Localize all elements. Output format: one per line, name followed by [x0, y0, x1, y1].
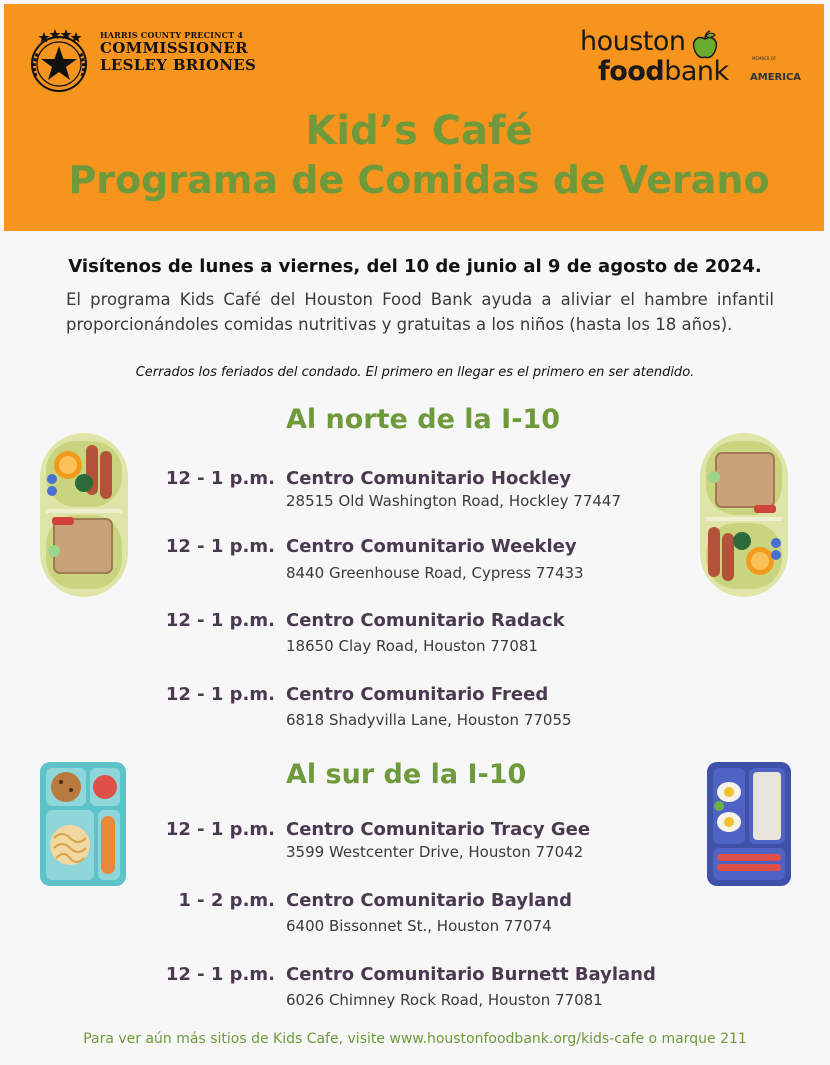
location-time: 1 - 2 p.m. [178, 890, 275, 911]
location-name: Centro Comunitario Bayland [286, 890, 572, 911]
visit-dates: Visítenos de lunes a viernes, del 10 de junio al 9 de agosto de 2024. [68, 256, 762, 277]
location-name: Centro Comunitario Hockley [286, 468, 572, 489]
lunchbox-pasta-icon [38, 760, 128, 888]
lunchbox-sandwich-icon [38, 431, 130, 599]
location-address: 3599 Westcenter Drive, Houston 77042 [286, 843, 584, 861]
location-name: Centro Comunitario Tracy Gee [286, 819, 591, 840]
location-address: 6400 Bissonnet St., Houston 77074 [286, 917, 552, 935]
hfb-word-foodbank [598, 56, 729, 87]
location-time: 12 - 1 p.m. [165, 536, 275, 557]
closed-note: Cerrados los feriados del condado. El primero en llegar es el primero en ser atendido. [135, 365, 695, 380]
header-banner [4, 4, 824, 231]
precinct-label: HARRIS COUNTY PRECINCT 4 [100, 30, 244, 40]
commissioner-line1: COMMISSIONER [100, 39, 248, 57]
location-name: Centro Comunitario Radack [286, 610, 565, 631]
footer-note: Para ver aún más sitios de Kids Cafe, visite www.houstonfoodbank.org/kids-cafe o marque 211 [83, 1031, 747, 1047]
location-time: 12 - 1 p.m. [165, 610, 275, 631]
location-name: Centro Comunitario Weekley [286, 536, 577, 557]
section-title-north: Al norte de la I-10 [286, 404, 560, 435]
lunchbox-eggs-icon [705, 760, 793, 888]
location-address: 6818 Shadyvilla Lane, Houston 77055 [286, 711, 572, 729]
hfb-word-food: food [598, 56, 665, 87]
location-address: 18650 Clay Road, Houston 77081 [286, 637, 538, 655]
location-item [0, 890, 830, 940]
title-kids-cafe: Kid’s Café [305, 108, 533, 154]
section-title-south: Al sur de la I-10 [286, 759, 527, 790]
houston-food-bank-logo [578, 26, 818, 96]
location-address: 6026 Chimney Rock Road, Houston 77081 [286, 991, 603, 1009]
location-address: 8440 Greenhouse Road, Cypress 77433 [286, 564, 584, 582]
location-time: 12 - 1 p.m. [165, 819, 275, 840]
location-item [0, 964, 830, 1014]
hfb-member-of: MEMBER OF [752, 56, 777, 61]
title-programa: Programa de Comidas de Verano [68, 158, 770, 202]
location-time: 12 - 1 p.m. [165, 684, 275, 705]
location-time: 12 - 1 p.m. [165, 468, 275, 489]
location-item [0, 610, 830, 660]
location-item [0, 684, 830, 734]
hfb-word-houston: houston [580, 26, 686, 57]
lunchbox-sandwich-icon [698, 431, 790, 599]
hfb-word-bank: bank [664, 56, 729, 87]
hfb-america: AMERICA [750, 72, 802, 83]
location-time: 12 - 1 p.m. [165, 964, 275, 985]
location-name: Centro Comunitario Burnett Bayland [286, 964, 656, 985]
location-name: Centro Comunitario Freed [286, 684, 549, 705]
commissioner-wordmark [100, 30, 256, 74]
commissioner-seal-icon [24, 26, 94, 96]
location-address: 28515 Old Washington Road, Hockley 77447 [286, 492, 621, 510]
commissioner-line2: LESLEY BRIONES [100, 56, 257, 74]
program-description: El programa Kids Café del Houston Food Bank ayuda a aliviar el hambre infantil proporcionándoles comidas nutritivas y gratuitas a los niños (hasta los 18 años). [66, 290, 774, 334]
